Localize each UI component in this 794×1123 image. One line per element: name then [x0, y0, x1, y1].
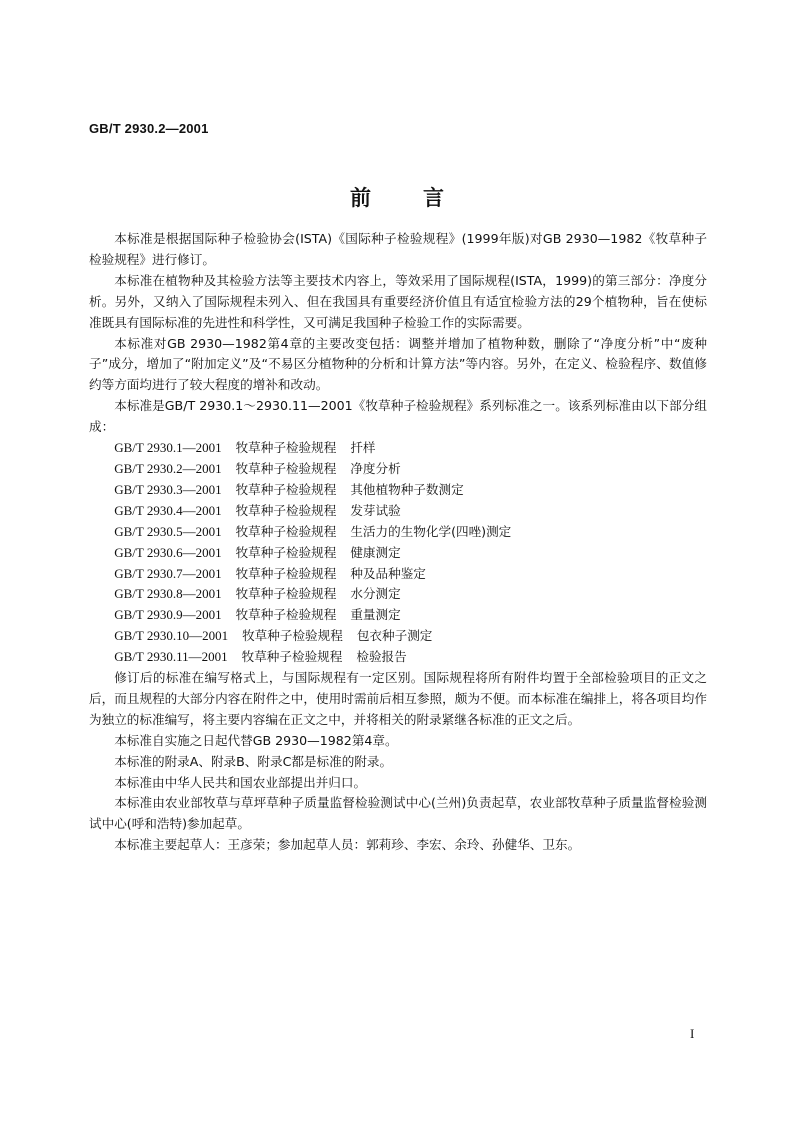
- standard-code: GB/T 2930.2—2001: [114, 460, 222, 476]
- paragraph: 本标准在植物种及其检验方法等主要技术内容上，等效采用了国际规程(ISTA，1999)的第三部分：净度分析。另外，又纳入了国际规程未列入、但在我国具有重要经济价值且有适宜检验方法的29个植物种，旨在使标准既具有国际标准的先进性和科学性，又可满足我国种子检验工作的实际需要。: [89, 272, 707, 330]
- list-item: [89, 584, 707, 605]
- standard-series: 牧草种子检验规程: [235, 481, 337, 497]
- list-item: [89, 522, 707, 543]
- standards-list: [89, 438, 707, 668]
- standard-code: GB/T 2930.5—2001: [114, 523, 222, 539]
- page-number: I: [690, 1026, 695, 1041]
- standard-part: 生活力的生物化学(四唑)测定: [350, 523, 512, 539]
- standard-series: 牧草种子检验规程: [235, 586, 337, 602]
- list-item: [89, 564, 707, 585]
- list-item: [89, 626, 707, 647]
- standard-part: 种及品种鉴定: [350, 565, 426, 581]
- standard-code: GB/T 2930.3—2001: [114, 481, 222, 497]
- standard-code: GB/T 2930.8—2001: [114, 586, 222, 602]
- standard-part: 重量测定: [350, 607, 401, 623]
- standard-code-header: GB/T 2930.2—2001: [89, 121, 209, 136]
- list-item: [89, 480, 707, 501]
- standard-series: 牧草种子检验规程: [241, 649, 343, 665]
- standard-part: 扦样: [350, 440, 376, 456]
- paragraph: 本标准由农业部牧草与草坪草种子质量监督检验测试中心(兰州)负责起草，农业部牧草种子质量监督检验测试中心(呼和浩特)参加起草。: [89, 795, 707, 832]
- list-item: [89, 543, 707, 564]
- standard-code: GB/T 2930.11—2001: [114, 649, 228, 665]
- page-title: 前言: [350, 186, 496, 210]
- standard-code: GB/T 2930.6—2001: [114, 544, 222, 560]
- list-item: [89, 501, 707, 522]
- standard-series: 牧草种子检验规程: [235, 544, 337, 560]
- paragraph: 本标准对GB 2930—1982第4章的主要改变包括：调整并增加了植物种数，删除了“净度分析”中“废种子”成分，增加了“附加定义”及“不易区分植物种的分析和计算方法”等内容。另外，在定义、检验程序、数值修约等方面均进行了较大程度的增补和改动。: [89, 335, 707, 393]
- document-body: [89, 229, 707, 856]
- list-item: [89, 647, 707, 668]
- standard-code: GB/T 2930.9—2001: [114, 607, 222, 623]
- standard-code: GB/T 2930.10—2001: [114, 628, 229, 644]
- standard-part: 水分测定: [350, 586, 401, 602]
- standard-code: GB/T 2930.1—2001: [114, 440, 222, 456]
- standard-part: 健康测定: [350, 544, 401, 560]
- standard-part: 发芽试验: [350, 502, 401, 518]
- standard-part: 包衣种子测定: [356, 628, 433, 644]
- paragraph: 本标准由中华人民共和国农业部提出并归口。: [114, 774, 367, 790]
- standard-part: 其他植物种子数测定: [350, 481, 464, 497]
- paragraph: 本标准自实施之日起代替GB 2930—1982第4章。: [114, 732, 398, 748]
- list-item: [89, 605, 707, 626]
- standard-series: 牧草种子检验规程: [235, 440, 337, 456]
- standard-series: 牧草种子检验规程: [235, 607, 337, 623]
- standard-series: 牧草种子检验规程: [242, 628, 343, 644]
- standard-series: 牧草种子检验规程: [235, 523, 337, 539]
- paragraph: 修订后的标准在编写格式上，与国际规程有一定区别。国际规程将所有附件均置于全部检验项目的正文之后，而且规程的大部分内容在附件之中，使用时需前后相互参照，颇为不便。而本标准在编排上，将各项目均作为独立的标准编写，将主要内容编在正文之中，并将相关的附录紧继各标准的正文之后。: [89, 670, 707, 727]
- standard-series: 牧草种子检验规程: [235, 502, 337, 518]
- standard-series: 牧草种子检验规程: [235, 460, 337, 476]
- standard-part: 净度分析: [350, 460, 401, 476]
- paragraph: 本标准主要起草人：王彦荣；参加起草人员：郭莉珍、李宏、余玲、孙健华、卫东。: [114, 837, 581, 853]
- list-item: [89, 459, 707, 480]
- standard-part: 检验报告: [356, 649, 407, 665]
- list-item: [89, 438, 707, 459]
- standard-code: GB/T 2930.7—2001: [114, 565, 222, 581]
- paragraph: 本标准的附录A、附录B、附录C都是标准的附录。: [114, 753, 393, 769]
- standard-code: GB/T 2930.4—2001: [114, 502, 222, 518]
- standard-series: 牧草种子检验规程: [235, 565, 337, 581]
- paragraph: 本标准是根据国际种子检验协会(ISTA)《国际种子检验规程》(1999年版)对GB 2930—1982《牧草种子检验规程》进行修订。: [89, 231, 707, 267]
- paragraph: 本标准是GB/T 2930.1～2930.11—2001《牧草种子检验规程》系列标准之一。该系列标准由以下部分组成：: [89, 398, 707, 435]
